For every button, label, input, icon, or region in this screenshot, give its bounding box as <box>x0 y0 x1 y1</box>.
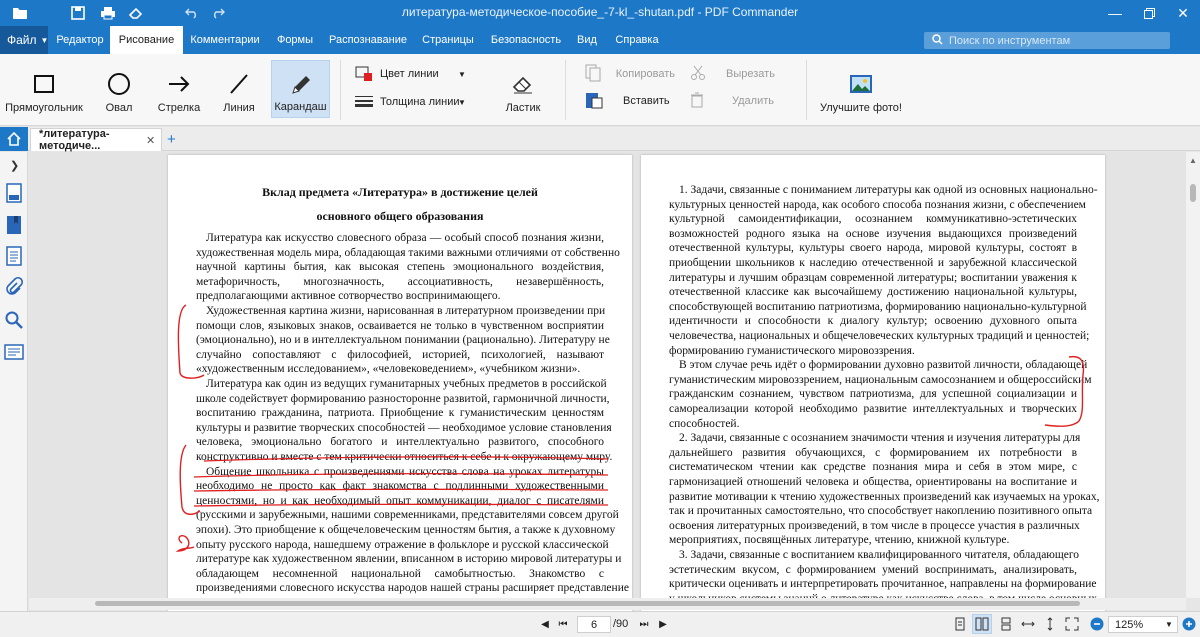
text-line: литературе как художественном явлении, вписанном в историю мировой литературы и <box>196 553 622 566</box>
text-line: предполагающими активное сотворчество воспринимающего. <box>196 290 501 303</box>
copy-label: Копировать <box>615 68 675 80</box>
two-page-view-icon <box>975 617 989 631</box>
home-icon <box>6 131 22 147</box>
page-heading: Вклад предмета «Литература» в достижение целей <box>262 185 538 199</box>
eraser-label: Ластик <box>505 102 541 114</box>
text-line: В этом случае речь идёт о формировании духовно развитой личности, обладающей <box>679 359 1088 372</box>
text-line: Общение школьника с произведениями искусства слова на уроках литературы <box>206 465 604 478</box>
minimize-icon[interactable]: — <box>1108 5 1122 21</box>
file-menu-button[interactable] <box>0 26 48 54</box>
text-line: случайно сопоставляют с философией, историей, психологией, называют <box>196 348 604 361</box>
single-page-view-icon[interactable] <box>953 617 967 631</box>
oval-label: Овал <box>105 102 133 114</box>
continuous-view-icon[interactable] <box>999 617 1013 631</box>
expand-chevron-icon[interactable]: ❯ <box>10 160 20 172</box>
text-line: приобщении школьников к наследию отечественной и зарубежной классической <box>669 257 1077 269</box>
trash-icon <box>690 92 708 111</box>
horizontal-scrollbar[interactable] <box>29 598 1186 610</box>
text-line: произведениями словесного искусства народов нашей страны расширяет представление <box>196 582 629 595</box>
text-line: гармонизацией отношений человека и общества, ориентированы на воспитание и <box>669 476 1077 488</box>
chevron-down-icon: ▼ <box>1165 620 1173 629</box>
copy-button[interactable] <box>585 64 675 84</box>
text-line: дальнейшего развития обучающихся, с формированием их потребности в <box>669 446 1077 459</box>
tab-forms[interactable]: Формы <box>276 34 314 46</box>
text-line: 3. Задачи, связанные с воспитанием квалифицированного читателя, обладающего <box>679 549 1080 561</box>
text-line: способностей. <box>669 417 740 430</box>
text-line: помощи слов, языковых знаков, осваивается не только в чувственном восприятии <box>196 319 604 332</box>
rectangle-icon <box>32 72 56 96</box>
form-fields-icon[interactable] <box>4 342 24 362</box>
line-width-label: Толщина линии <box>380 96 460 108</box>
zoom-in-icon[interactable] <box>1182 617 1196 631</box>
text-line: идентичности и способности к диалогу культур; освоению духовного опыта <box>669 315 1077 328</box>
text-line: человека, эмоционально богатого и интеллектуально развитого, способного <box>196 436 604 449</box>
prev-page-button[interactable]: ⏮ <box>558 618 568 630</box>
ribbon-separator <box>565 60 566 120</box>
arrow-label: Стрелка <box>157 102 201 114</box>
text-line: школе содействует формированию разносторонне развитой, гармоничной личности, <box>196 392 610 405</box>
line-label: Линия <box>223 102 255 114</box>
line-width-dropdown[interactable] <box>355 92 475 112</box>
text-line: конструктивно и вместе с тем критически относиться к себе и к окружающему миру. <box>196 451 613 463</box>
text-line: 2. Задачи, связанные с осознанием значимости чтения и изучения литературы для <box>679 432 1081 445</box>
tab-editor[interactable]: Редактор <box>56 34 104 46</box>
text-line: формированию гуманистического мировоззрения. <box>669 344 915 357</box>
text-line: ценностями, но и как необходимый опыт коммуникации, диалог с писателями <box>196 494 604 507</box>
oval-tool-button[interactable] <box>94 60 144 118</box>
close-icon[interactable]: ✕ <box>1177 4 1189 21</box>
text-line: Литература как искусство словесного образа — особый способ познания жизни, <box>206 232 604 244</box>
total-pages: /90 <box>613 618 629 630</box>
text-line: необходимо не просто как факт знакомства с подлинными художественными <box>196 480 604 493</box>
bookmark-icon[interactable] <box>4 215 24 235</box>
attachment-icon[interactable] <box>4 278 24 298</box>
text-line: возможностей родного языка на основе изучения выдающихся произведений <box>669 227 1077 240</box>
text-line: 1. Задачи, связанные с пониманием литературы как одной из основных национально- <box>679 184 1098 196</box>
annotation-underline <box>194 489 608 491</box>
fullscreen-icon[interactable] <box>1065 617 1079 631</box>
chevron-down-icon: ▼ <box>458 97 466 107</box>
tab-recognition[interactable]: Распознавание <box>329 34 407 46</box>
pencil-label: Карандаш <box>274 101 327 113</box>
eraser-tool-button[interactable] <box>497 60 549 118</box>
left-sidebar <box>0 152 28 613</box>
tools-search[interactable] <box>924 32 1170 49</box>
text-line: развитие мотивации к чтению художественных произведений как изучаемых на уроках, <box>669 490 1100 503</box>
text-line: критически оценивать и интерпретировать прочитанное, направлены на формирование <box>669 578 1097 591</box>
text-line: воспитанию гражданина, патриота. Приобщение к гуманистическим ценностям <box>196 407 604 420</box>
line-color-label: Цвет линии <box>380 68 439 80</box>
next-page-button[interactable]: ⏭ <box>639 618 649 630</box>
chevron-down-icon: ▼ <box>40 35 49 45</box>
rectangle-tool-button[interactable] <box>4 60 84 118</box>
tab-comments[interactable]: Комментарии <box>190 34 260 46</box>
text-line: обладающем несомненной национальной самобытностью. Знакомство с <box>196 567 604 580</box>
tab-help[interactable]: Справка <box>615 34 659 46</box>
zoom-level: 125% <box>1115 618 1144 631</box>
current-page[interactable]: 6 <box>590 618 598 631</box>
delete-button[interactable] <box>690 91 780 111</box>
fit-width-icon[interactable] <box>1021 617 1035 631</box>
fit-height-icon[interactable] <box>1043 617 1057 631</box>
search-icon[interactable] <box>4 310 24 330</box>
text-line: так и прочитанных самостоятельно, что способствует накоплению позитивного опыта <box>669 505 1093 518</box>
text-line: культурных ценностей народа, как особого способа познания жизни, с обеспечением <box>669 198 1086 211</box>
scroll-up-icon[interactable]: ▲ <box>1189 156 1197 165</box>
document-viewer[interactable] <box>29 152 1186 598</box>
annotation-bracket <box>178 305 204 378</box>
annotation-underline <box>194 474 608 477</box>
text-line: человечества, национальных и общечеловеческих культурных традиций и ценностей; <box>669 330 1090 342</box>
home-button[interactable] <box>0 127 28 151</box>
text-line: эстетическим вкусом, с формированием умений воспринимать, анализировать, <box>669 563 1077 576</box>
ribbon <box>0 54 1200 126</box>
search-input[interactable]: Поиск по инструментам <box>949 34 1071 47</box>
text-line: способствующей воспитанию патриотизма, формированию национально-культурной <box>669 300 1087 313</box>
text-line: эпохи). Это приобщение к общечеловеческим ценностям бытия, а также к духовному <box>196 524 616 536</box>
arrow-tool-button[interactable] <box>152 60 206 118</box>
paste-button[interactable] <box>585 91 675 111</box>
text-line: «художественным исследованием», «человековедением», «учебником жизни». <box>196 363 581 376</box>
tab-pages[interactable]: Страницы <box>422 34 474 46</box>
document-icon[interactable] <box>4 246 24 266</box>
cut-label: Вырезать <box>726 68 775 80</box>
text-line: культуры и развитие творческих способностей — необходимое условие становления <box>196 421 612 434</box>
annotation-underline <box>204 457 608 461</box>
line-width-icon <box>355 95 373 110</box>
rectangle-label: Прямоугольник <box>5 102 83 114</box>
first-page-button[interactable]: ◀ <box>541 618 549 630</box>
zoom-out-icon[interactable] <box>1090 617 1104 631</box>
text-line: (эмоционально), но и в интеллектуальном понимании (рационально). Литературу не <box>196 334 610 347</box>
scissors-icon <box>690 65 708 84</box>
text-line: литературы и лучшим образцам современной литературы; воспитании уважения к <box>669 271 1077 284</box>
oval-icon <box>107 72 131 96</box>
last-page-button[interactable]: ▶ <box>659 618 667 630</box>
text-line: систематическом чтении как средстве познания мира и себя в этом мире, с <box>669 461 1077 474</box>
text-line: самореализации которой необходимо развитие интеллектуальных и творческих <box>669 403 1077 415</box>
zoom-level-dropdown[interactable] <box>1108 616 1178 633</box>
text-line: (русскими и зарубежными, нашими современниками, представителями совсем другой <box>196 509 619 522</box>
text-line: отечественной культуры, культуры своего народа, мировой культуры, состоят в <box>669 242 1077 255</box>
ribbon-separator <box>806 60 807 120</box>
page-subheading: основного общего образования <box>316 209 484 223</box>
text-line: гражданским сознанием, чувством патриотизма, для успешной социализации и <box>669 388 1077 401</box>
document-tab[interactable] <box>30 128 162 151</box>
chevron-down-icon: ▼ <box>458 69 466 79</box>
paste-label: Вставить <box>623 95 670 107</box>
delete-label: Удалить <box>732 95 774 107</box>
window-title: литература-методическое-пособие_-7-kl_-shutan.pdf - PDF Commander <box>401 5 799 19</box>
text-line: научной картины бытия, как высокая степень эмоционального воздействия, <box>196 261 604 274</box>
annotation-underline <box>194 504 608 506</box>
text-line: культурной самоидентификации, осознанием коммуникативно-эстетических <box>669 213 1077 226</box>
text-line: Художественная картина жизни, нарисованная в литературном произведении при <box>206 305 606 317</box>
line-tool-button[interactable] <box>214 60 264 118</box>
vertical-scrollbar[interactable] <box>1186 152 1200 598</box>
document-tab-label: *литература-методиче... <box>39 128 110 152</box>
scrollbar-thumb[interactable] <box>95 601 1080 606</box>
two-page-view-button[interactable] <box>972 614 992 634</box>
line-icon <box>227 72 251 96</box>
title-bar <box>0 0 1200 26</box>
text-line: гуманистическим мировоззрением, национальным самосознанием и общероссийским <box>669 373 1092 386</box>
pencil-icon <box>289 73 313 97</box>
cut-button[interactable] <box>690 64 780 84</box>
photo-icon <box>849 72 873 96</box>
scrollbar-thumb[interactable] <box>1190 184 1196 202</box>
text-line: опыту русского народа, нашедшему отражение в фольклоре и русской классической <box>196 538 609 551</box>
annotation-mark <box>178 536 194 551</box>
restore-icon[interactable] <box>1132 0 1166 26</box>
text-line: отечественной классике как высочайшему достижению национальной культуры, <box>669 286 1077 299</box>
enhance-photo-button[interactable] <box>818 60 904 118</box>
enhance-photo-label: Улучшите фото! <box>820 102 902 114</box>
file-menu-label: Файл <box>7 33 37 47</box>
pages-icon[interactable] <box>4 183 24 203</box>
close-icon[interactable]: ✕ <box>146 134 156 147</box>
palette-icon <box>355 66 373 82</box>
annotation-bracket <box>180 445 200 514</box>
tab-view[interactable]: Вид <box>577 34 597 46</box>
search-icon <box>932 34 943 48</box>
annotation-bracket <box>1045 357 1083 427</box>
text-line: метафоричность, многозначность, ассоциативность, незавершённость, <box>196 275 604 288</box>
tab-drawing[interactable]: Рисование <box>110 26 183 54</box>
text-line: Литература как один из ведущих гуманитарных учебных предметов в российской <box>206 378 607 390</box>
ribbon-separator <box>340 60 341 120</box>
text-line: художественная модель мира, обладающая такими важными отличиями от собственно <box>196 246 620 259</box>
copy-icon <box>585 64 603 85</box>
paste-icon <box>585 91 603 112</box>
text-line: освоения литературных произведений, в том числе в процессе участия в различных <box>669 519 1080 532</box>
document-tab-bar <box>0 127 1200 151</box>
line-color-dropdown[interactable] <box>355 64 475 84</box>
arrow-icon <box>167 72 191 96</box>
new-tab-button[interactable]: + <box>167 131 176 148</box>
pencil-annotations[interactable] <box>641 155 1105 625</box>
left-page[interactable] <box>168 155 632 625</box>
page-number-input[interactable] <box>577 616 611 633</box>
eraser-icon <box>511 72 535 96</box>
right-page[interactable] <box>641 155 1105 625</box>
tab-security[interactable]: Безопасность <box>490 34 562 46</box>
pencil-tool-button[interactable] <box>271 60 330 118</box>
text-line: мероприятиях, посвящённых литературе, чтению, книжной культуре. <box>669 534 1010 547</box>
pencil-annotations[interactable] <box>168 155 632 625</box>
